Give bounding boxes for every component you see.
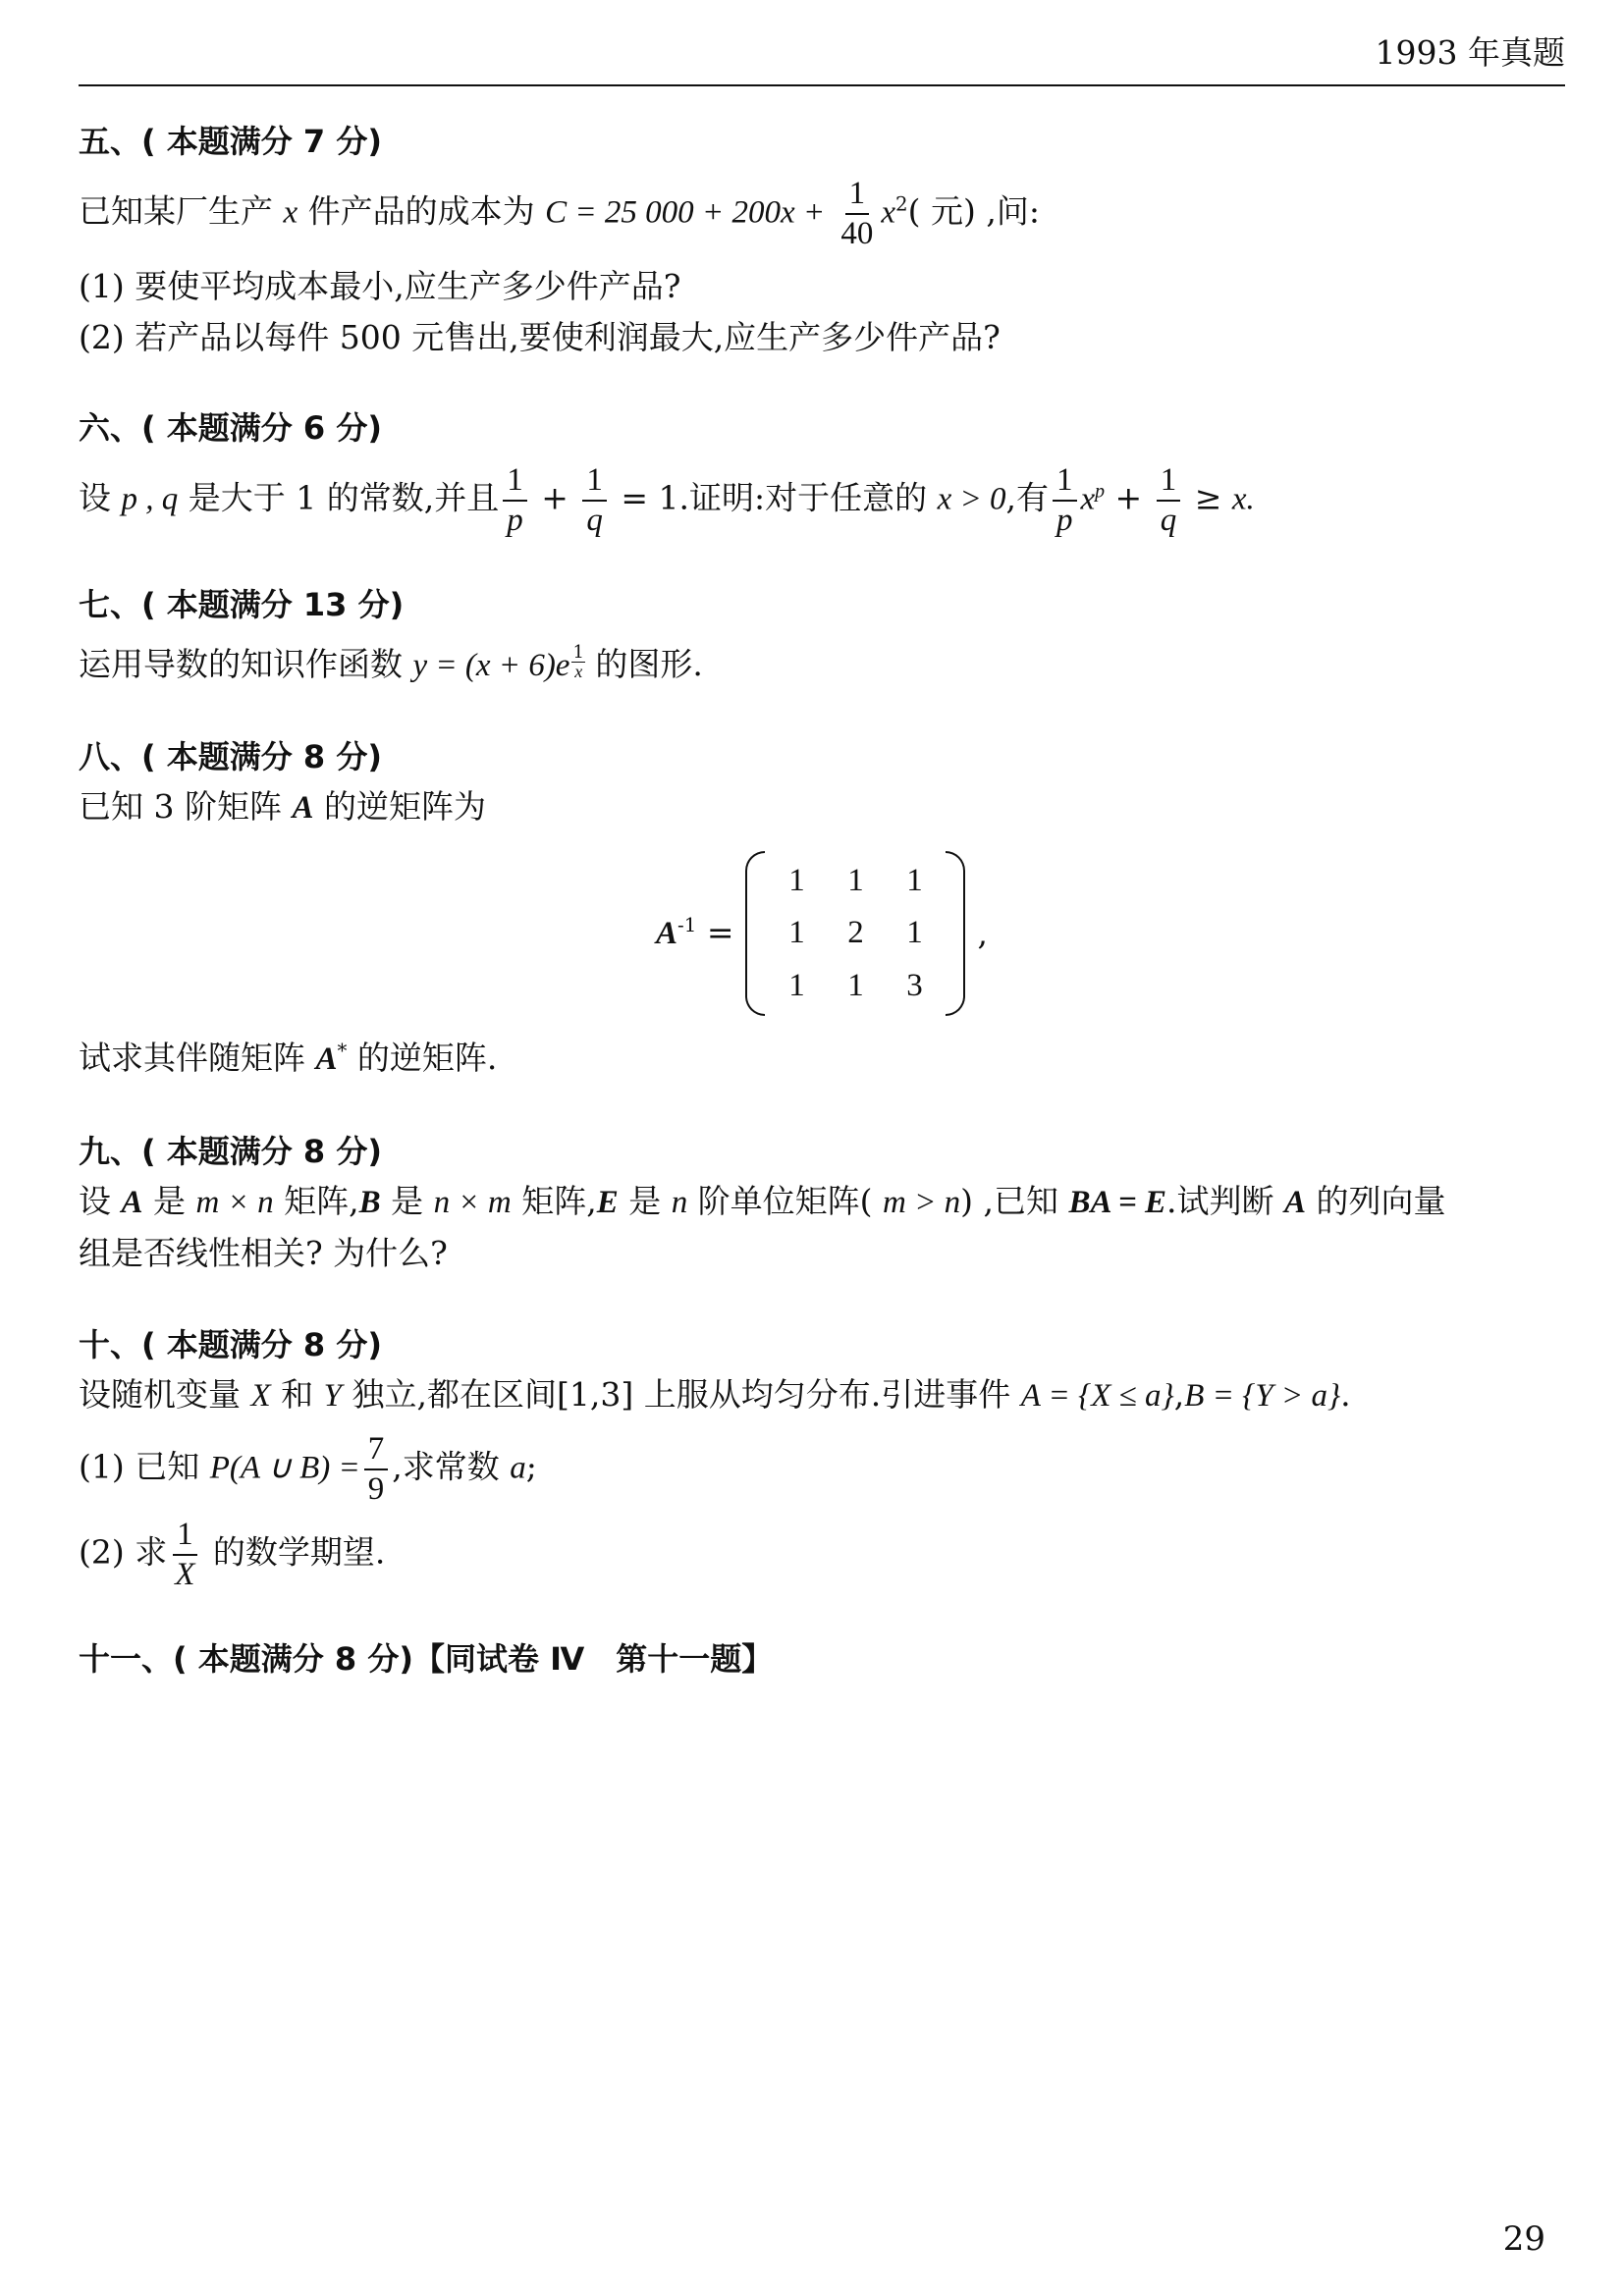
section-6 <box>79 404 1565 537</box>
numerator: 1 <box>845 177 870 215</box>
section-10-statement <box>79 1370 1565 1421</box>
fraction-1-q <box>582 463 607 537</box>
text: 和 <box>270 1374 324 1414</box>
denominator: p <box>507 502 523 538</box>
event-B: B = {Y > a} <box>1184 1377 1341 1414</box>
matrix-cell: 1 <box>788 915 805 951</box>
section-9 <box>79 1128 1565 1278</box>
text: .试判断 <box>1166 1181 1284 1220</box>
section-10-title: 十、( 本题满分 8 分) <box>79 1325 382 1363</box>
numerator: 1 <box>1053 463 1077 502</box>
page-header: 1993 年真题 <box>1375 33 1565 72</box>
dims: n × m <box>433 1184 512 1220</box>
denominator: q <box>586 502 603 538</box>
text: ,有 <box>1005 478 1050 517</box>
section-5-title: 五、( 本题满分 7 分) <box>79 123 382 160</box>
text: 是 <box>618 1181 672 1220</box>
matrix-A: A <box>656 916 678 952</box>
fraction-1-p <box>1053 463 1077 537</box>
dims: m × n <box>195 1184 274 1220</box>
section-10-q1 <box>79 1432 1565 1506</box>
section-5-q1: (1) 要使平均成本最小,应生产多少件产品? <box>79 267 681 306</box>
section-6-title: 六、( 本题满分 6 分) <box>79 409 382 448</box>
section-8-statement <box>79 782 1565 833</box>
section-10 <box>79 1321 1565 1592</box>
matrix-B: B <box>358 1184 381 1220</box>
text: 矩阵, <box>511 1181 597 1220</box>
denominator: q <box>1160 502 1177 538</box>
section-5-q2: (2) 若产品以每件 500 元售出,要使利润最大,应生产多少件产品? <box>79 317 1001 356</box>
matrix-E: E <box>596 1184 619 1220</box>
section-7 <box>79 581 1565 691</box>
section-6-statement <box>79 463 1565 537</box>
text: 运用导数的知识作函数 <box>79 644 413 683</box>
section-8-question <box>79 1034 1565 1085</box>
matrix-A: A <box>292 790 314 827</box>
text: 设 <box>79 478 122 517</box>
text: 件产品的成本为 <box>298 191 546 231</box>
numerator: 1 <box>173 1518 197 1556</box>
denominator: 9 <box>367 1470 385 1507</box>
text: 的图形. <box>584 644 703 683</box>
text: 设随机变量 <box>79 1374 251 1414</box>
text: (2) 求 <box>79 1532 168 1572</box>
fraction-1-X <box>171 1518 198 1591</box>
section-9-statement-cont: 组是否线性相关? 为什么? <box>79 1234 448 1273</box>
text: 阶单位矩阵( <box>687 1181 884 1220</box>
exponent: p <box>1095 480 1106 503</box>
text: 已知 3 阶矩阵 <box>79 787 293 827</box>
left-paren <box>745 851 765 1017</box>
numerator: 7 <box>364 1432 389 1470</box>
var-a: a <box>510 1450 526 1486</box>
numerator: 1 <box>1157 463 1181 502</box>
matrix-lhs <box>656 908 733 959</box>
text: ) ,已知 <box>960 1181 1069 1220</box>
text: 是大于 1 的常数,并且 <box>178 478 500 517</box>
exponent-fraction <box>571 641 584 681</box>
text: ; <box>525 1447 537 1486</box>
numerator: 1 <box>503 463 527 502</box>
fraction-1-p <box>503 463 527 537</box>
section-9-statement <box>79 1177 1565 1228</box>
denominator: x <box>574 661 583 681</box>
var-x: x <box>1080 481 1096 517</box>
fraction-1-q <box>1157 463 1181 537</box>
text: 试求其伴随矩阵 <box>79 1039 316 1078</box>
matrix-cell: 1 <box>788 862 805 898</box>
section-9-title: 九、( 本题满分 8 分) <box>79 1132 382 1170</box>
section-8-title: 八、( 本题满分 8 分) <box>79 738 382 776</box>
cost-formula: C = 25 000 + 200x + <box>545 194 834 231</box>
text: , <box>1173 1374 1185 1414</box>
text: . <box>1340 1374 1351 1414</box>
text: 是 <box>142 1181 196 1220</box>
exponent: 2 <box>895 192 908 216</box>
vars-pq: p , q <box>121 481 179 517</box>
var-n: n <box>671 1184 688 1220</box>
text: 设 <box>79 1181 122 1220</box>
text: 矩阵, <box>273 1181 359 1220</box>
matrix-cell: 1 <box>847 862 864 898</box>
numerator: 1 <box>582 463 607 502</box>
function-formula: y = (x + 6)e <box>412 647 570 683</box>
header-rule <box>79 84 1565 86</box>
condition: m > n <box>883 1184 961 1220</box>
matrix-A: A <box>315 1041 338 1078</box>
matrix-cell: 1 <box>906 862 923 898</box>
var-x: x. <box>1231 481 1255 517</box>
text: 独立,都在区间[1,3] 上服从均匀分布.引进事件 <box>342 1374 1021 1414</box>
matrix-cell: 2 <box>847 915 864 951</box>
text: = 1.证明:对于任意的 <box>610 478 938 517</box>
text: 已知某厂生产 <box>79 191 284 231</box>
fraction-7-9 <box>364 1432 389 1506</box>
section-10-q2 <box>79 1518 1565 1591</box>
matrix-equation: BA = E <box>1068 1184 1167 1220</box>
text: (1) 已知 <box>79 1447 210 1486</box>
numerator: 1 <box>572 641 584 663</box>
section-5-statement <box>79 177 1565 250</box>
section-11-title: 十一、( 本题满分 8 分)【同试卷 Ⅳ 第十一题】 <box>79 1639 774 1678</box>
denominator: X <box>175 1556 195 1592</box>
matrix-A: A <box>121 1184 143 1220</box>
denominator: p <box>1056 502 1073 538</box>
text: ,求常数 <box>392 1447 511 1486</box>
text: ( 元) ,问: <box>907 191 1040 231</box>
section-7-statement <box>79 640 1565 691</box>
page-number: 29 <box>1502 2219 1545 2259</box>
fraction-1-40 <box>837 177 877 250</box>
content <box>79 118 1565 1726</box>
var-x: x <box>283 194 298 231</box>
var-Y: Y <box>323 1377 343 1414</box>
section-5 <box>79 118 1565 361</box>
matrix-cell: 1 <box>906 915 923 951</box>
section-11 <box>79 1635 1565 1682</box>
text: 的逆矩阵. <box>347 1039 498 1078</box>
text: 的逆矩阵为 <box>313 787 486 827</box>
probability: P(A ∪ B) = <box>209 1450 360 1486</box>
right-paren <box>946 851 965 1017</box>
var-X: X <box>250 1377 271 1414</box>
comma: , <box>977 914 988 953</box>
text: ≥ <box>1184 478 1232 517</box>
var-x: x <box>881 194 896 231</box>
text: 是 <box>380 1181 434 1220</box>
condition: x > 0 <box>937 481 1006 517</box>
event-A: A = {X ≤ a} <box>1020 1377 1174 1414</box>
matrix-A: A <box>1284 1184 1307 1220</box>
matrix-cell: 1 <box>788 967 805 1003</box>
section-7-title: 七、( 本题满分 13 分) <box>79 585 405 623</box>
text: 的列向量 <box>1306 1181 1446 1220</box>
matrix-cell: 1 <box>847 967 864 1003</box>
plus: + <box>530 478 579 517</box>
section-8 <box>79 733 1565 1085</box>
exponent: -1 <box>677 914 697 937</box>
denominator: 40 <box>840 215 874 251</box>
exponent: * <box>337 1040 348 1063</box>
plus: + <box>1105 478 1153 517</box>
text: 的数学期望. <box>202 1532 386 1572</box>
matrix-cell: 3 <box>906 967 923 1003</box>
equals: = <box>696 913 734 952</box>
inverse-matrix <box>745 851 965 1017</box>
matrix-equation <box>79 851 1565 1017</box>
